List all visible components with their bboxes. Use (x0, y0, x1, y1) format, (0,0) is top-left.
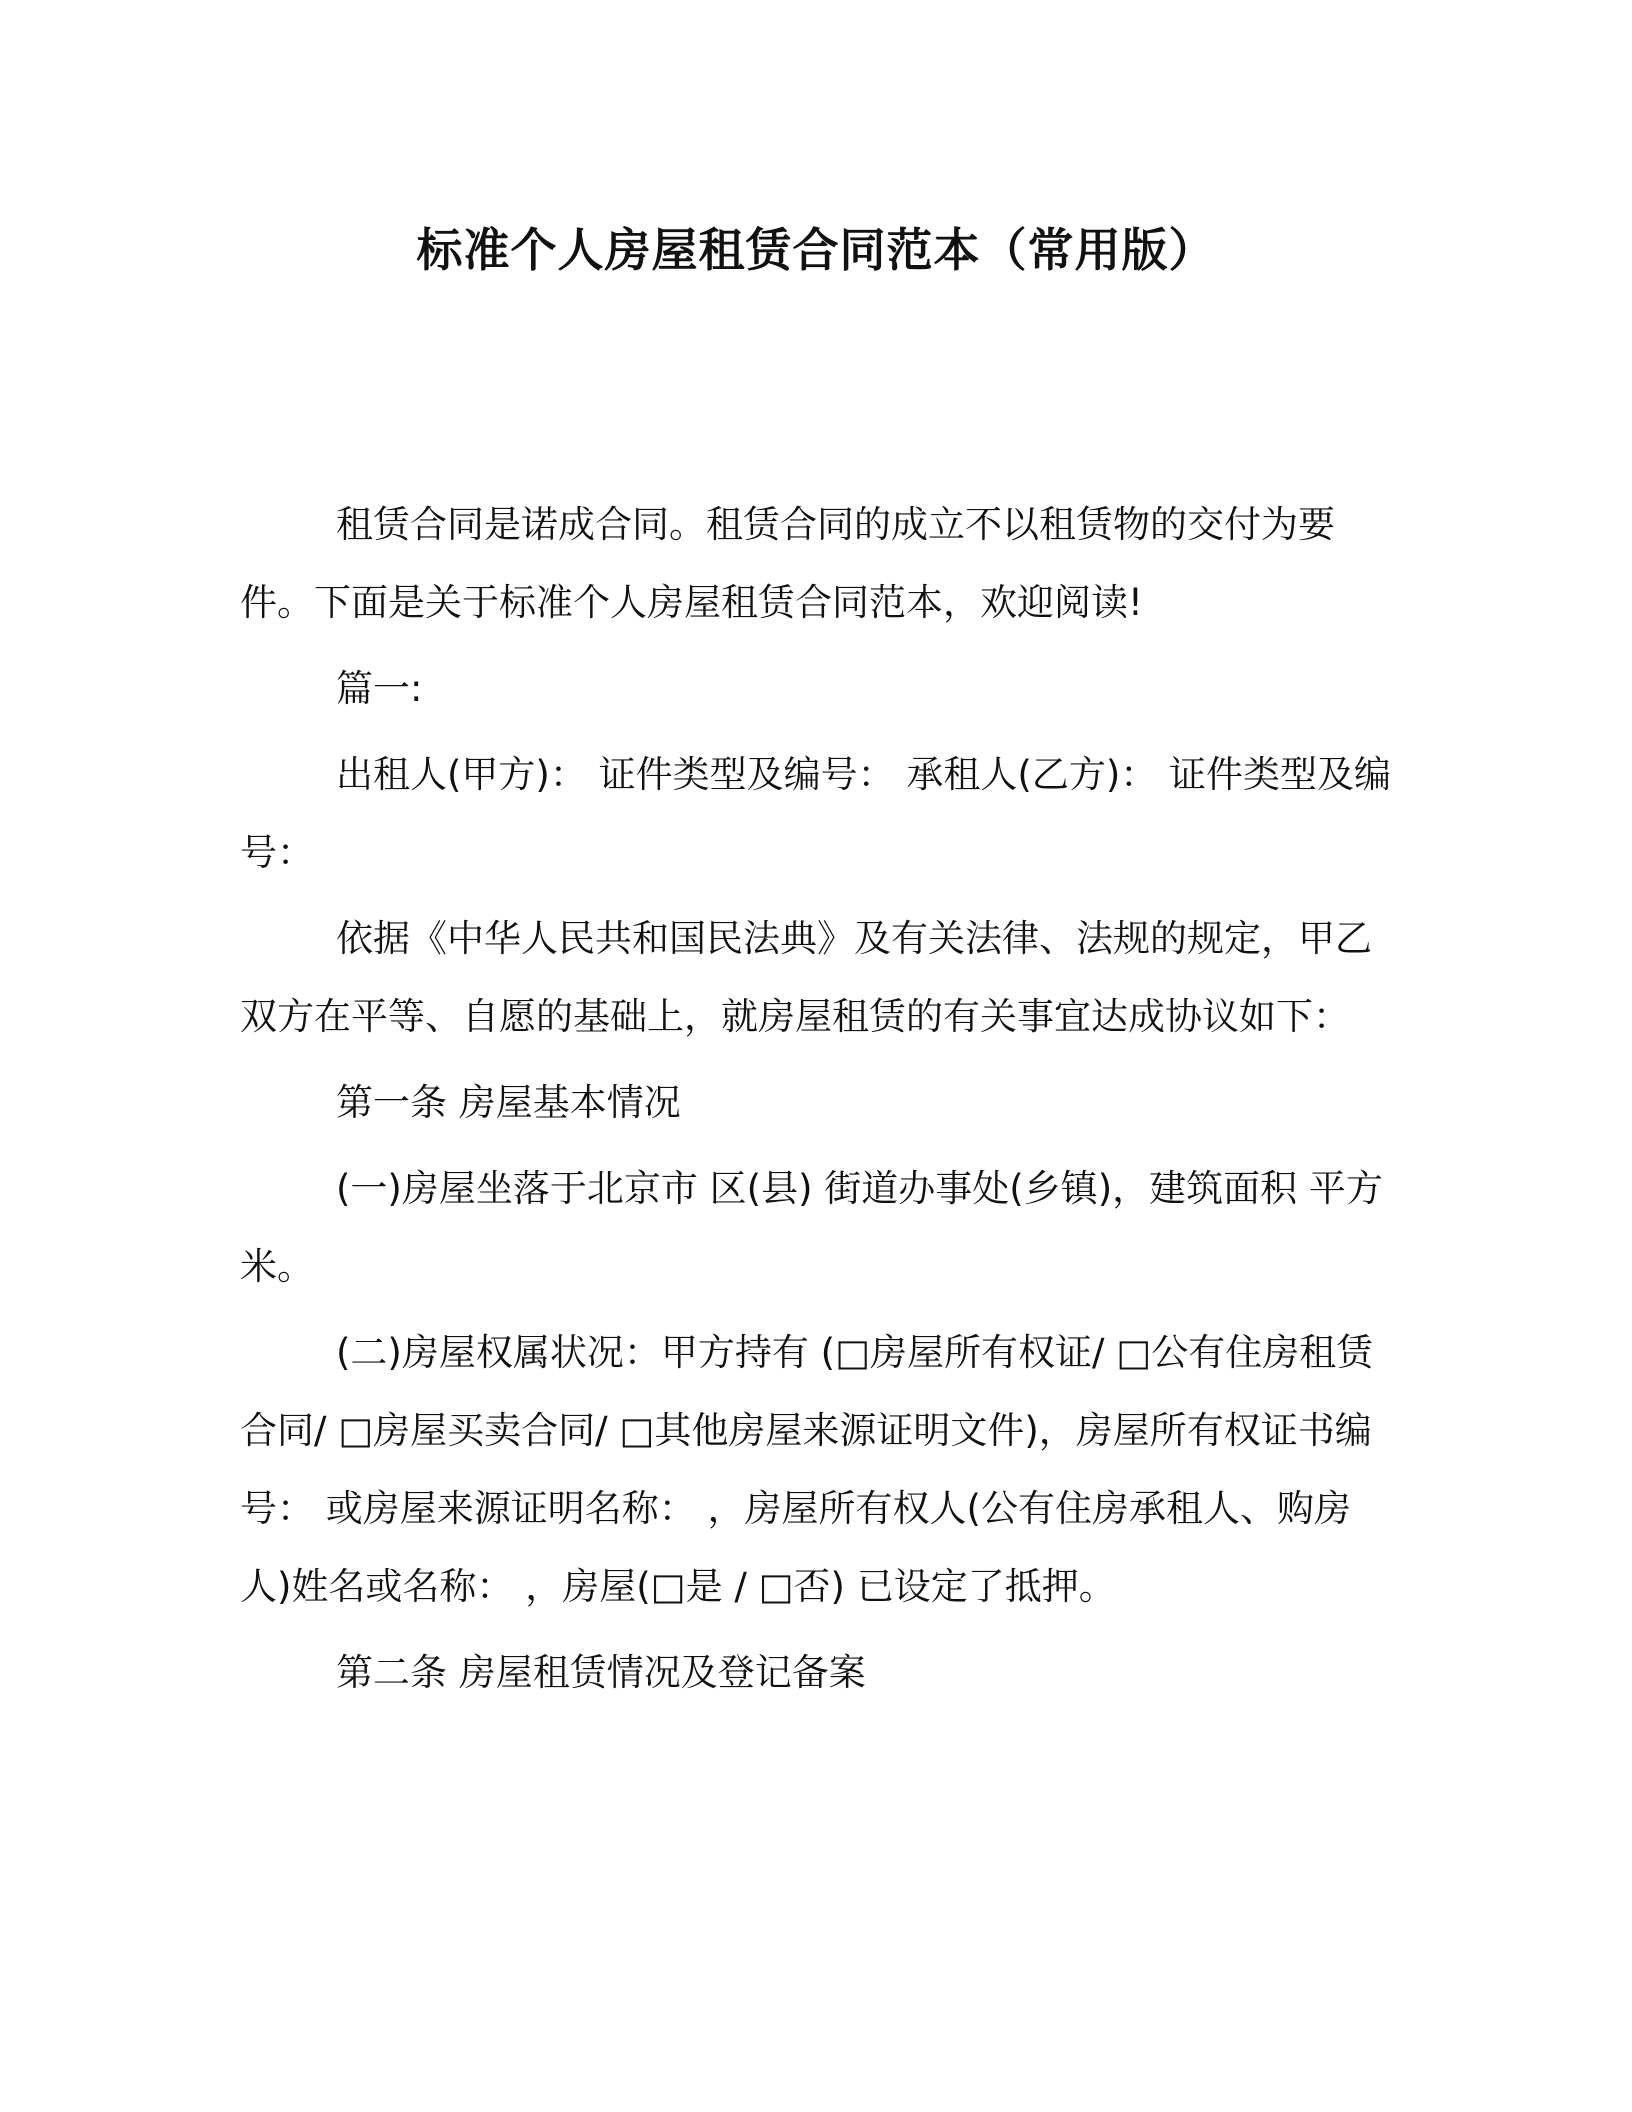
parties-paragraph: 出租人(甲方)： 证件类型及编号： 承租人(乙方)： 证件类型及编号： (240, 753, 1392, 874)
document-body (240, 486, 1400, 1712)
section-label: 篇一: (336, 667, 423, 710)
clause-paragraph: (一)房屋坐落于北京市 区(县) 街道办事处(乡镇)，建筑面积 平方米。 (240, 1167, 1383, 1288)
intro-paragraph: 租赁合同是诺成合同。租赁合同的成立不以租赁物的交付为要件。下面是关于标准个人房屋租赁合同范本，欢迎阅读! (240, 503, 1335, 624)
clause-paragraph: (二)房屋权属状况：甲方持有 (□房屋所有权证/ □公有住房租赁合同/ □房屋买卖合同/ □其他房屋来源证明文件)，房屋所有权证书编号： 或房屋来源证明名称： ，房屋所有权人(公有住房承租人、购房人)姓名或名称： ，房屋(□是 / □否) 已设定了抵押。 (240, 1331, 1374, 1608)
article-heading: 第一条 房屋基本情况 (336, 1081, 681, 1124)
article-heading: 第二条 房屋租赁情况及登记备案 (336, 1651, 866, 1694)
document-title: 标准个人房屋租赁合同范本（常用版） (416, 223, 1216, 277)
legal-basis-paragraph: 依据《中华人民共和国民法典》及有关法律、法规的规定，甲乙双方在平等、自愿的基础上，就房屋租赁的有关事宜达成协议如下： (240, 917, 1372, 1038)
